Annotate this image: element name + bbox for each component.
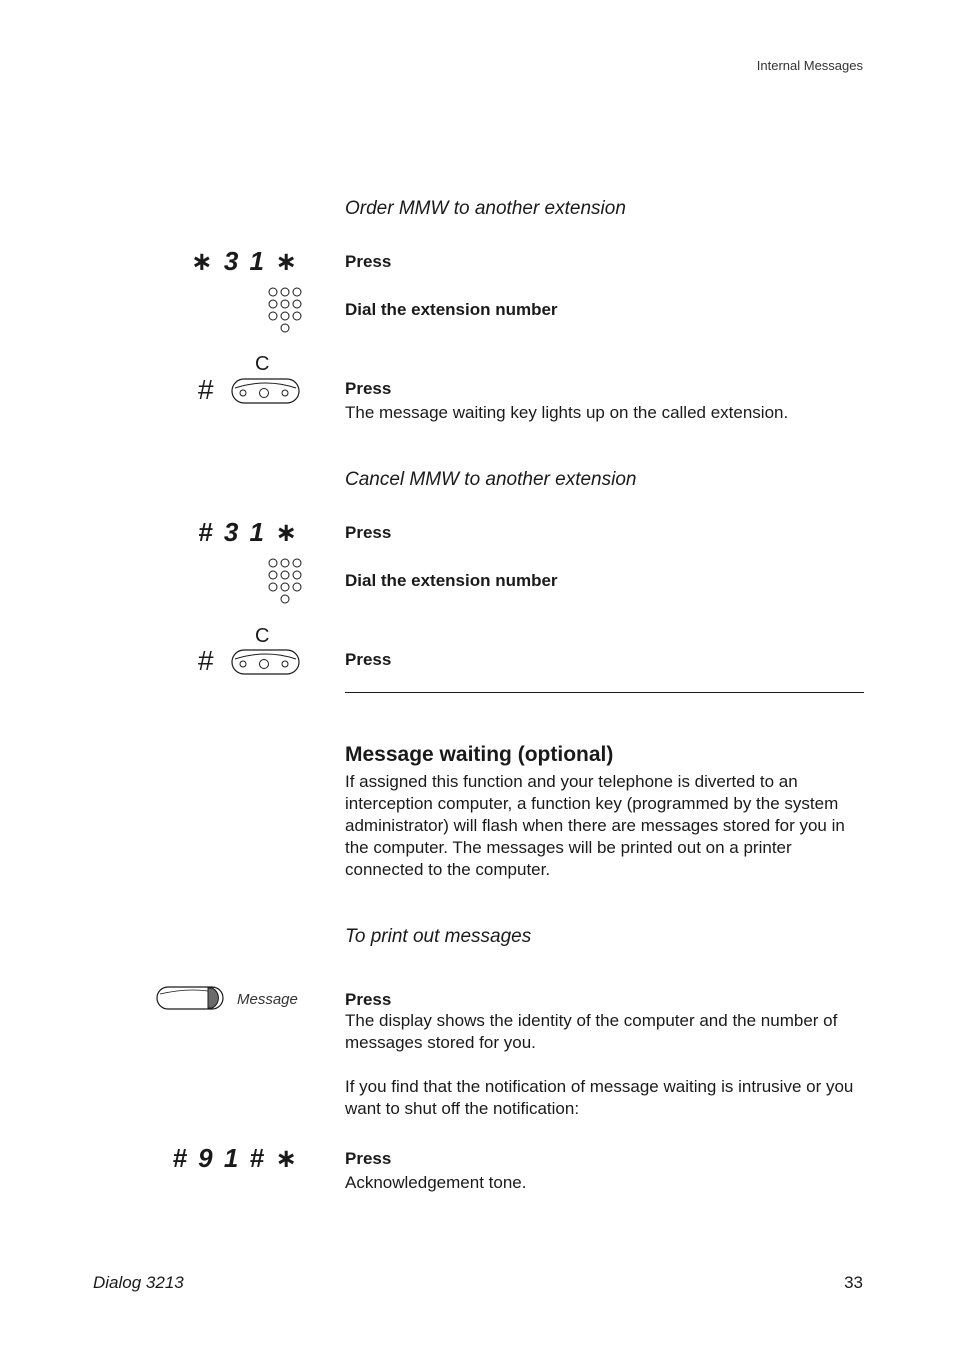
print-heading: To print out messages (345, 926, 532, 947)
clear-key-icon (231, 378, 301, 406)
running-header: Internal Messages (756, 58, 863, 73)
cancel-step1-label: Press (345, 523, 392, 542)
order-step3-note: The message waiting key lights up on the called extension. (345, 403, 789, 422)
section-title: Message waiting (optional) (345, 743, 614, 766)
page-number: 33 (844, 1273, 863, 1292)
order-step3-label: Press (345, 379, 392, 398)
shutoff-code: # 9 1 # ∗ (172, 1143, 299, 1173)
hash-key-symbol: # (198, 374, 214, 405)
order-code: ∗ 3 1 ∗ (190, 246, 299, 276)
clear-key-letter: C (255, 353, 270, 375)
section-divider (345, 692, 864, 693)
order-step2-label: Dial the extension number (345, 300, 558, 319)
order-step1-label: Press (345, 252, 392, 271)
cancel-step3-label: Press (345, 650, 392, 669)
cancel-code: # 3 1 ∗ (198, 517, 299, 547)
hash-key-symbol: # (198, 645, 214, 676)
print-step1-label: Press (345, 990, 392, 1009)
footer-product: Dialog 3213 (93, 1273, 184, 1292)
clear-key-icon (231, 649, 301, 677)
print-step2-label: Press (345, 1149, 392, 1168)
message-waiting-description: If assigned this function and your telephone is diverted to an interception computer, a function key (programmed by the system administrator) will flash when there are messages stored for you in the computer. The messages will be printed out on a printer connected to the computer. (345, 772, 845, 879)
print-step2-note: Acknowledgement tone. (345, 1173, 527, 1192)
function-key-label: Message (237, 991, 298, 1008)
keypad-icon (266, 556, 304, 606)
intrusive-note: If you find that the notification of message waiting is intrusive or you want to shut off the notification: (345, 1077, 854, 1118)
print-step1-note: The display shows the identity of the computer and the number of messages stored for you. (345, 1011, 838, 1052)
order-heading: Order MMW to another extension (345, 198, 626, 219)
cancel-step2-label: Dial the extension number (345, 571, 558, 590)
function-key-icon (156, 986, 226, 1012)
clear-key-letter: C (255, 625, 270, 647)
keypad-icon (266, 285, 304, 335)
cancel-heading: Cancel MMW to another extension (345, 469, 637, 490)
